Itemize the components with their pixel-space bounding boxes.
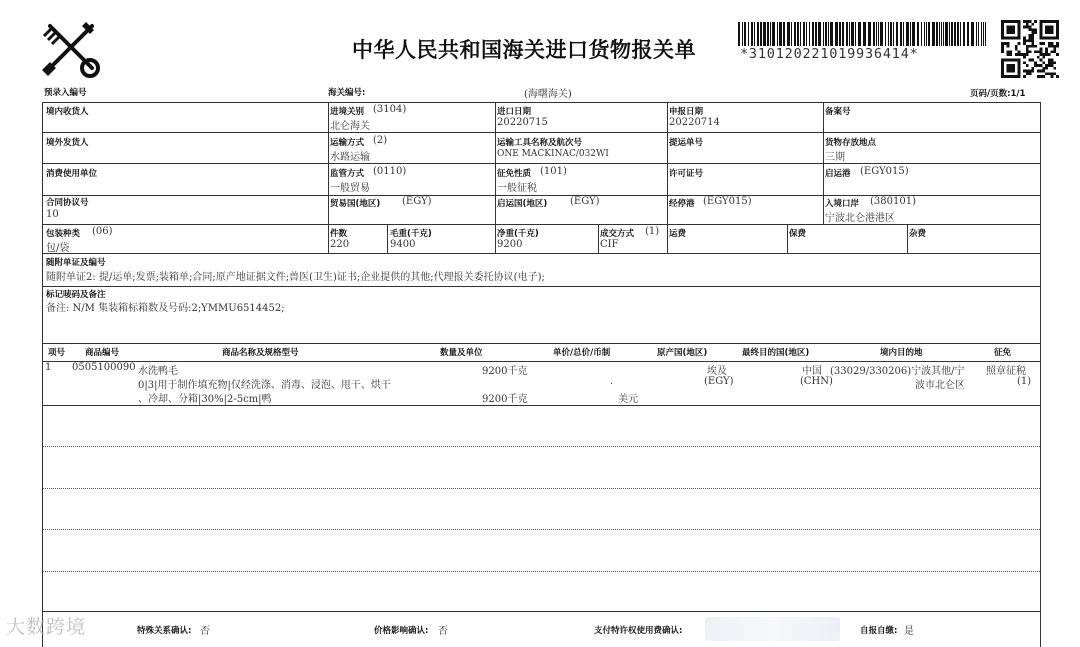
supervision-code: (0110)	[373, 166, 407, 177]
entry-port-value: 宁波北仑港港区	[825, 213, 895, 224]
supervision-label: 监管方式	[330, 169, 365, 179]
origin-country-code: (EGY)	[570, 196, 600, 207]
package-code: (06)	[92, 226, 113, 237]
bill-label: 提运单号	[669, 138, 704, 148]
attached-docs-value: 随附单证2: 提/运单;发票;装箱单;合同;原产地证据文件;兽医(卫生)证书;企业提供的其他;代理报关委托协议(电子);	[46, 272, 545, 283]
customs-no-label: 海关编号:	[328, 88, 366, 98]
declare-date: 20220714	[669, 117, 720, 128]
self-declare-label: 自报自缴:	[860, 626, 898, 636]
transport-mode-label: 运输方式	[330, 138, 365, 148]
levy-nature-label: 征免性质	[497, 169, 532, 179]
pieces-value: 220	[330, 239, 350, 250]
entry-port-code: (380101)	[870, 196, 916, 207]
trade-country-label: 贸易国(地区)	[330, 199, 381, 209]
entry-customs-label: 进境关别	[330, 107, 365, 117]
item-code: 0505100090	[72, 362, 136, 373]
storage-value: 三期	[825, 152, 845, 163]
redacted-area	[705, 617, 840, 641]
transport-mode-code: (2)	[373, 135, 388, 146]
freight-label: 运费	[669, 229, 687, 239]
entry-customs-code: (3104)	[373, 104, 407, 115]
item-levy-code: (1)	[1017, 376, 1032, 387]
marks-value: 备注: N/M 集装箱标箱数及号码:2;YMMU6514452;	[46, 303, 285, 314]
package-label: 包装种类	[46, 229, 81, 239]
entry-customs-value: 北仑海关	[330, 121, 370, 132]
license-label: 许可证号	[669, 169, 704, 179]
gross-weight-label: 毛重(千克)	[390, 229, 432, 239]
col-dest-country: 最终目的国(地区)	[742, 348, 810, 358]
net-weight-label: 净重(千克)	[497, 229, 539, 239]
customs-emblem-icon	[40, 18, 104, 80]
pre-entry-label: 预录入编号	[44, 88, 87, 98]
item-dest: 中国	[802, 366, 822, 377]
vessel-value: ONE MACKINAC/032WI	[497, 149, 609, 159]
page-count: 页码/页数:1/1	[970, 89, 1026, 99]
consumer-label: 消费使用单位	[46, 169, 98, 179]
col-price: 单价/总价/币制	[553, 348, 611, 358]
consignee-label: 境内收货人	[46, 107, 89, 117]
declare-date-label: 申报日期	[669, 107, 704, 117]
origin-country-label: 启运国(地区)	[497, 199, 548, 209]
item-domestic: (33029/330206)宁波其他/宁	[830, 366, 965, 377]
self-declare-value: 是	[904, 626, 914, 637]
item-qty-1: 9200千克	[482, 366, 528, 377]
supervision-value: 一般贸易	[330, 183, 370, 194]
import-date-label: 进口日期	[497, 107, 532, 117]
item-origin-code: (EGY)	[704, 376, 734, 387]
contract-label: 合同协议号	[46, 198, 89, 208]
col-domestic-dest: 境内目的地	[880, 348, 923, 358]
trade-country-code: (EGY)	[402, 196, 432, 207]
col-origin-country: 原产国(地区)	[657, 348, 708, 358]
item-qty-2: 9200千克	[482, 394, 528, 405]
item-origin: 埃及	[707, 366, 727, 377]
col-commodity-code: 商品编号	[85, 348, 120, 358]
deal-mode-label: 成交方式	[600, 229, 635, 239]
item-levy: 照章征税	[986, 366, 1026, 377]
import-date: 20220715	[497, 117, 548, 128]
item-currency: 美元	[618, 394, 638, 405]
storage-label: 货物存放地点	[825, 138, 877, 148]
depart-port-label: 启运港	[825, 169, 851, 179]
deal-mode-value: CIF	[600, 239, 619, 250]
levy-nature-value: 一般征税	[497, 183, 537, 194]
special-relation-label: 特殊关系确认:	[137, 626, 192, 636]
qr-code-icon	[1000, 20, 1060, 78]
col-commodity-name: 商品名称及规格型号	[222, 348, 299, 358]
page-title: 中华人民共和国海关进口货物报关单	[352, 37, 696, 62]
col-quantity: 数量及单位	[440, 348, 483, 358]
shipper-label: 境外发货人	[46, 138, 89, 148]
deal-mode-code: (1)	[645, 226, 660, 237]
contract-value: 10	[46, 209, 59, 220]
entry-port-label: 入境口岸	[825, 199, 860, 209]
gross-weight-value: 9400	[390, 239, 416, 250]
royalty-label: 支付特许权使用费确认:	[594, 626, 683, 636]
item-dest-code: (CHN)	[800, 376, 833, 387]
levy-nature-code: (101)	[540, 166, 567, 177]
item-no: 1	[45, 362, 52, 373]
customs-office: (海曙海关)	[524, 89, 572, 100]
vessel-label: 运输工具名称及航次号	[497, 138, 583, 148]
record-no-label: 备案号	[825, 107, 851, 117]
net-weight-value: 9200	[497, 239, 523, 250]
barcode-icon	[738, 22, 988, 46]
insurance-label: 保费	[789, 229, 807, 239]
item-domestic-2: 波市北仑区	[915, 380, 965, 391]
transit-port-code: (EGY015)	[703, 196, 752, 207]
attached-docs-label: 随附单证及编号	[46, 258, 106, 268]
depart-port-code: (EGY015)	[860, 166, 909, 177]
watermark: 大数跨境	[6, 616, 87, 638]
marks-label: 标记唛码及备注	[46, 290, 106, 300]
item-spec-line2: 、冷却、分箱|30%|2-5cm|鸭	[138, 394, 272, 405]
special-relation-value: 否	[200, 626, 210, 637]
col-levy: 征免	[994, 348, 1012, 358]
transit-port-label: 经停港	[669, 199, 695, 209]
col-item-no: 项号	[48, 348, 66, 358]
price-impact-value: 否	[438, 626, 448, 637]
transport-mode-value: 水路运输	[330, 152, 370, 163]
item-name: 水洗鸭毛	[138, 366, 178, 377]
package-value: 包/袋	[46, 243, 70, 254]
misc-fee-label: 杂费	[909, 229, 927, 239]
pieces-label: 件数	[330, 229, 348, 239]
barcode-number: *310120221019936414*	[740, 46, 919, 62]
item-spec-line1: 0|3|用于制作填充物|仅经洗涤、消毒、浸泡、甩干、烘干	[138, 380, 391, 391]
item-price: .	[610, 376, 614, 387]
price-impact-label: 价格影响确认:	[374, 626, 429, 636]
